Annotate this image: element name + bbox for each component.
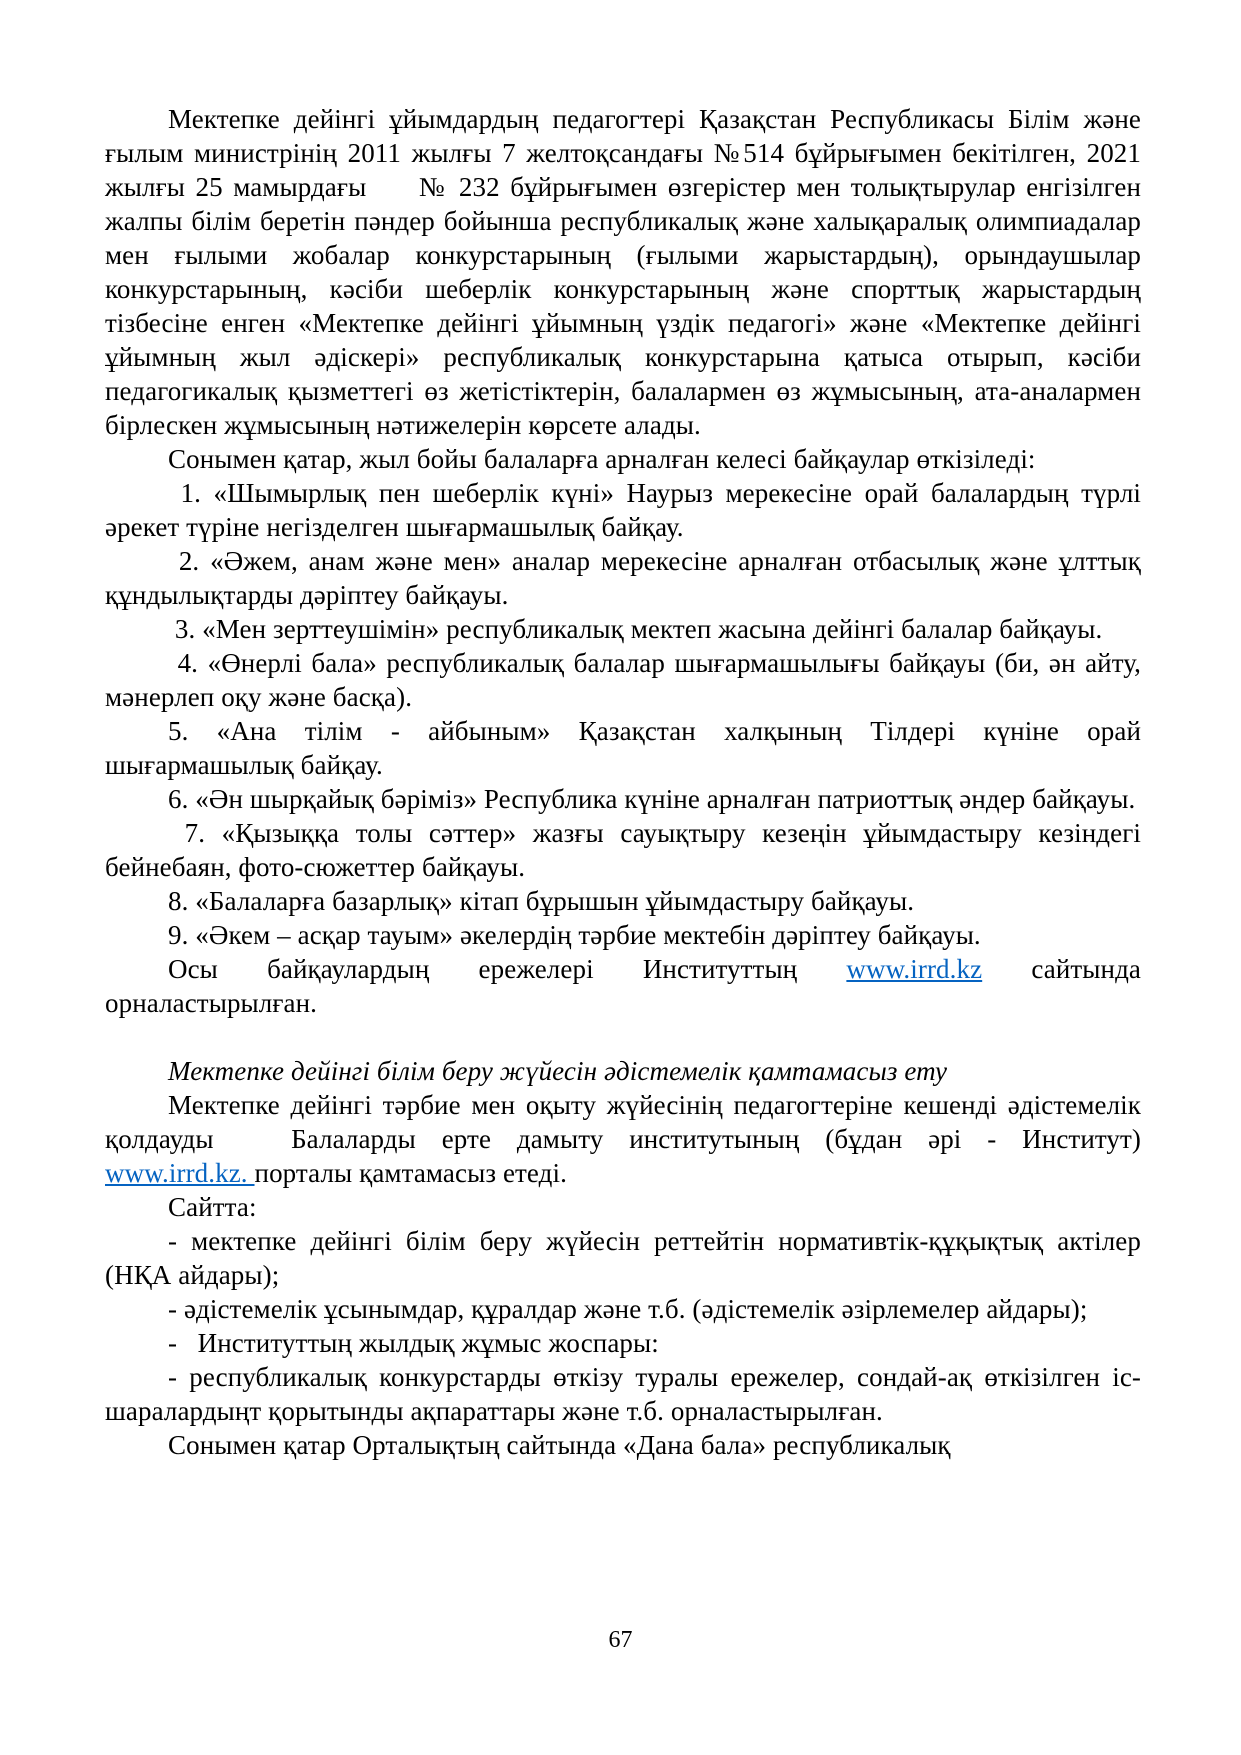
paragraph: [105, 102, 1141, 442]
text-run: - республикалық конкурстарды өткізу туралы ережелер, сондай-ақ өткізілген іс-шаралардыңт қорытынды ақпараттары және т.б. орналастырылған.: [105, 1362, 1141, 1426]
hyperlink[interactable]: www.irrd.kz: [846, 954, 983, 984]
text-run: Мектепке дейінгі ұйымдардың педагогтері Қазақстан Республикасы Білім және ғылым министрінің 2011 жылғы 7 желтоқсандағы №514 бұйрығымен бекітілген, 2021 жылғы 25 мамырдағы № 232 бұйрығымен өзгерістер мен толықтырулар енгізілген жалпы білім беретін пәндер бойынша республикалық және халықаралық олимпиадалар мен ғылыми жобалар конкурстарының (ғылыми жарыстардың), орындаушылар конкурстарының, кәсіби шеберлік конкурстарының және спорттық жарыстардың тізбесіне енген «Мектепке дейінгі ұйымның үздік педагогі» және «Мектепке дейінгі ұйымның жыл әдіскері» республикалық конкурстарына қатыса отырып, кәсіби педагогикалық қызметтегі өз жетістіктерін, балалармен өз жұмысының, ата-аналармен бірлескен жұмысының нәтижелерін көрсете алады.: [105, 104, 1141, 440]
paragraph: [105, 952, 1141, 1020]
page-number: 67: [608, 1627, 633, 1653]
text-run: Мектепке дейінгі тәрбие мен оқыту жүйесінің педагогтеріне кешенді әдістемелік қолдауды Балаларды ерте дамыту институтының (бұдан әрі - Институт): [105, 1090, 1141, 1154]
paragraph: [105, 1292, 1141, 1326]
text-run: Мектепке дейінгі білім беру жүйесін әдістемелік қамтамасыз ету: [168, 1056, 948, 1086]
paragraph: [105, 646, 1141, 714]
text-run: Осы байқаулардың ережелері Институттың: [168, 954, 847, 984]
text-run: - Институттың жылдық жұмыс жоспары:: [168, 1328, 659, 1358]
text-run: 3. «Мен зерттеушімін» республикалық мектеп жасына дейінгі балалар байқауы.: [168, 614, 1103, 644]
paragraph: [105, 782, 1141, 816]
text-run: - әдістемелік ұсынымдар, құралдар және т.б. (әдістемелік әзірлемелер айдары);: [168, 1294, 1088, 1324]
text-run: 7. «Қызыққа толы сәттер» жазғы сауықтыру кезеңін ұйымдастыру кезіндегі бейнебаян, фото-сюжеттер байқауы.: [105, 818, 1141, 882]
paragraph: [105, 816, 1141, 884]
paragraph: [105, 476, 1141, 544]
paragraph-spacer: [105, 1020, 1141, 1054]
paragraph: [105, 1360, 1141, 1428]
paragraph: [105, 884, 1141, 918]
section-heading: [105, 1054, 1141, 1088]
paragraph: [105, 612, 1141, 646]
text-run: 4. «Өнерлі бала» республикалық балалар шығармашылығы байқауы (би, ән айту, мәнерлеп оқу және басқа).: [105, 648, 1141, 712]
paragraph: [105, 1224, 1141, 1292]
text-run: Сонымен қатар, жыл бойы балаларға арналған келесі байқаулар өткізіледі:: [168, 444, 1036, 474]
text-run: 2. «Әжем, анам және мен» аналар мерекесіне арналған отбасылық және ұлттық құндылықтарды дәріптеу байқауы.: [105, 546, 1141, 610]
text-run: Сонымен қатар Орталықтың сайтында «Дана бала» республикалық: [168, 1430, 951, 1460]
text-run: 1. «Шымырлық пен шеберлік күні» Наурыз мерекесіне орай балалардың түрлі әрекет түріне негізделген шығармашылық байқау.: [105, 478, 1141, 542]
text-run: 9. «Әкем – асқар тауым» әкелердің тәрбие мектебін дәріптеу байқауы.: [168, 920, 981, 950]
text-run: 5. «Ана тілім - айбыным» Қазақстан халқының Тілдері күніне орай шығармашылық байқау.: [105, 716, 1141, 780]
paragraph: [105, 442, 1141, 476]
paragraph: [105, 918, 1141, 952]
text-run: сайтында орналастырылған.: [105, 954, 1141, 1018]
paragraph: [105, 1190, 1141, 1224]
text-run: порталы қамтамасыз етеді.: [254, 1158, 567, 1188]
paragraph: [105, 1088, 1141, 1190]
paragraph: [105, 1428, 1141, 1462]
text-run: 8. «Балаларға базарлық» кітап бұрышын ұйымдастыру байқауы.: [168, 886, 915, 916]
text-run: Сайтта:: [168, 1192, 257, 1222]
text-run: 6. «Ән шырқайық бәріміз» Республика күніне арналған патриоттық әндер байқауы.: [168, 784, 1136, 814]
paragraph: [105, 714, 1141, 782]
paragraph: [105, 1326, 1141, 1360]
text-run: - мектепке дейінгі білім беру жүйесін реттейтін нормативтік-құқықтық актілер (НҚА айдары);: [105, 1226, 1141, 1290]
paragraph: [105, 544, 1141, 612]
text-block: [105, 102, 1141, 1462]
hyperlink[interactable]: www.irrd.kz.: [105, 1158, 255, 1188]
